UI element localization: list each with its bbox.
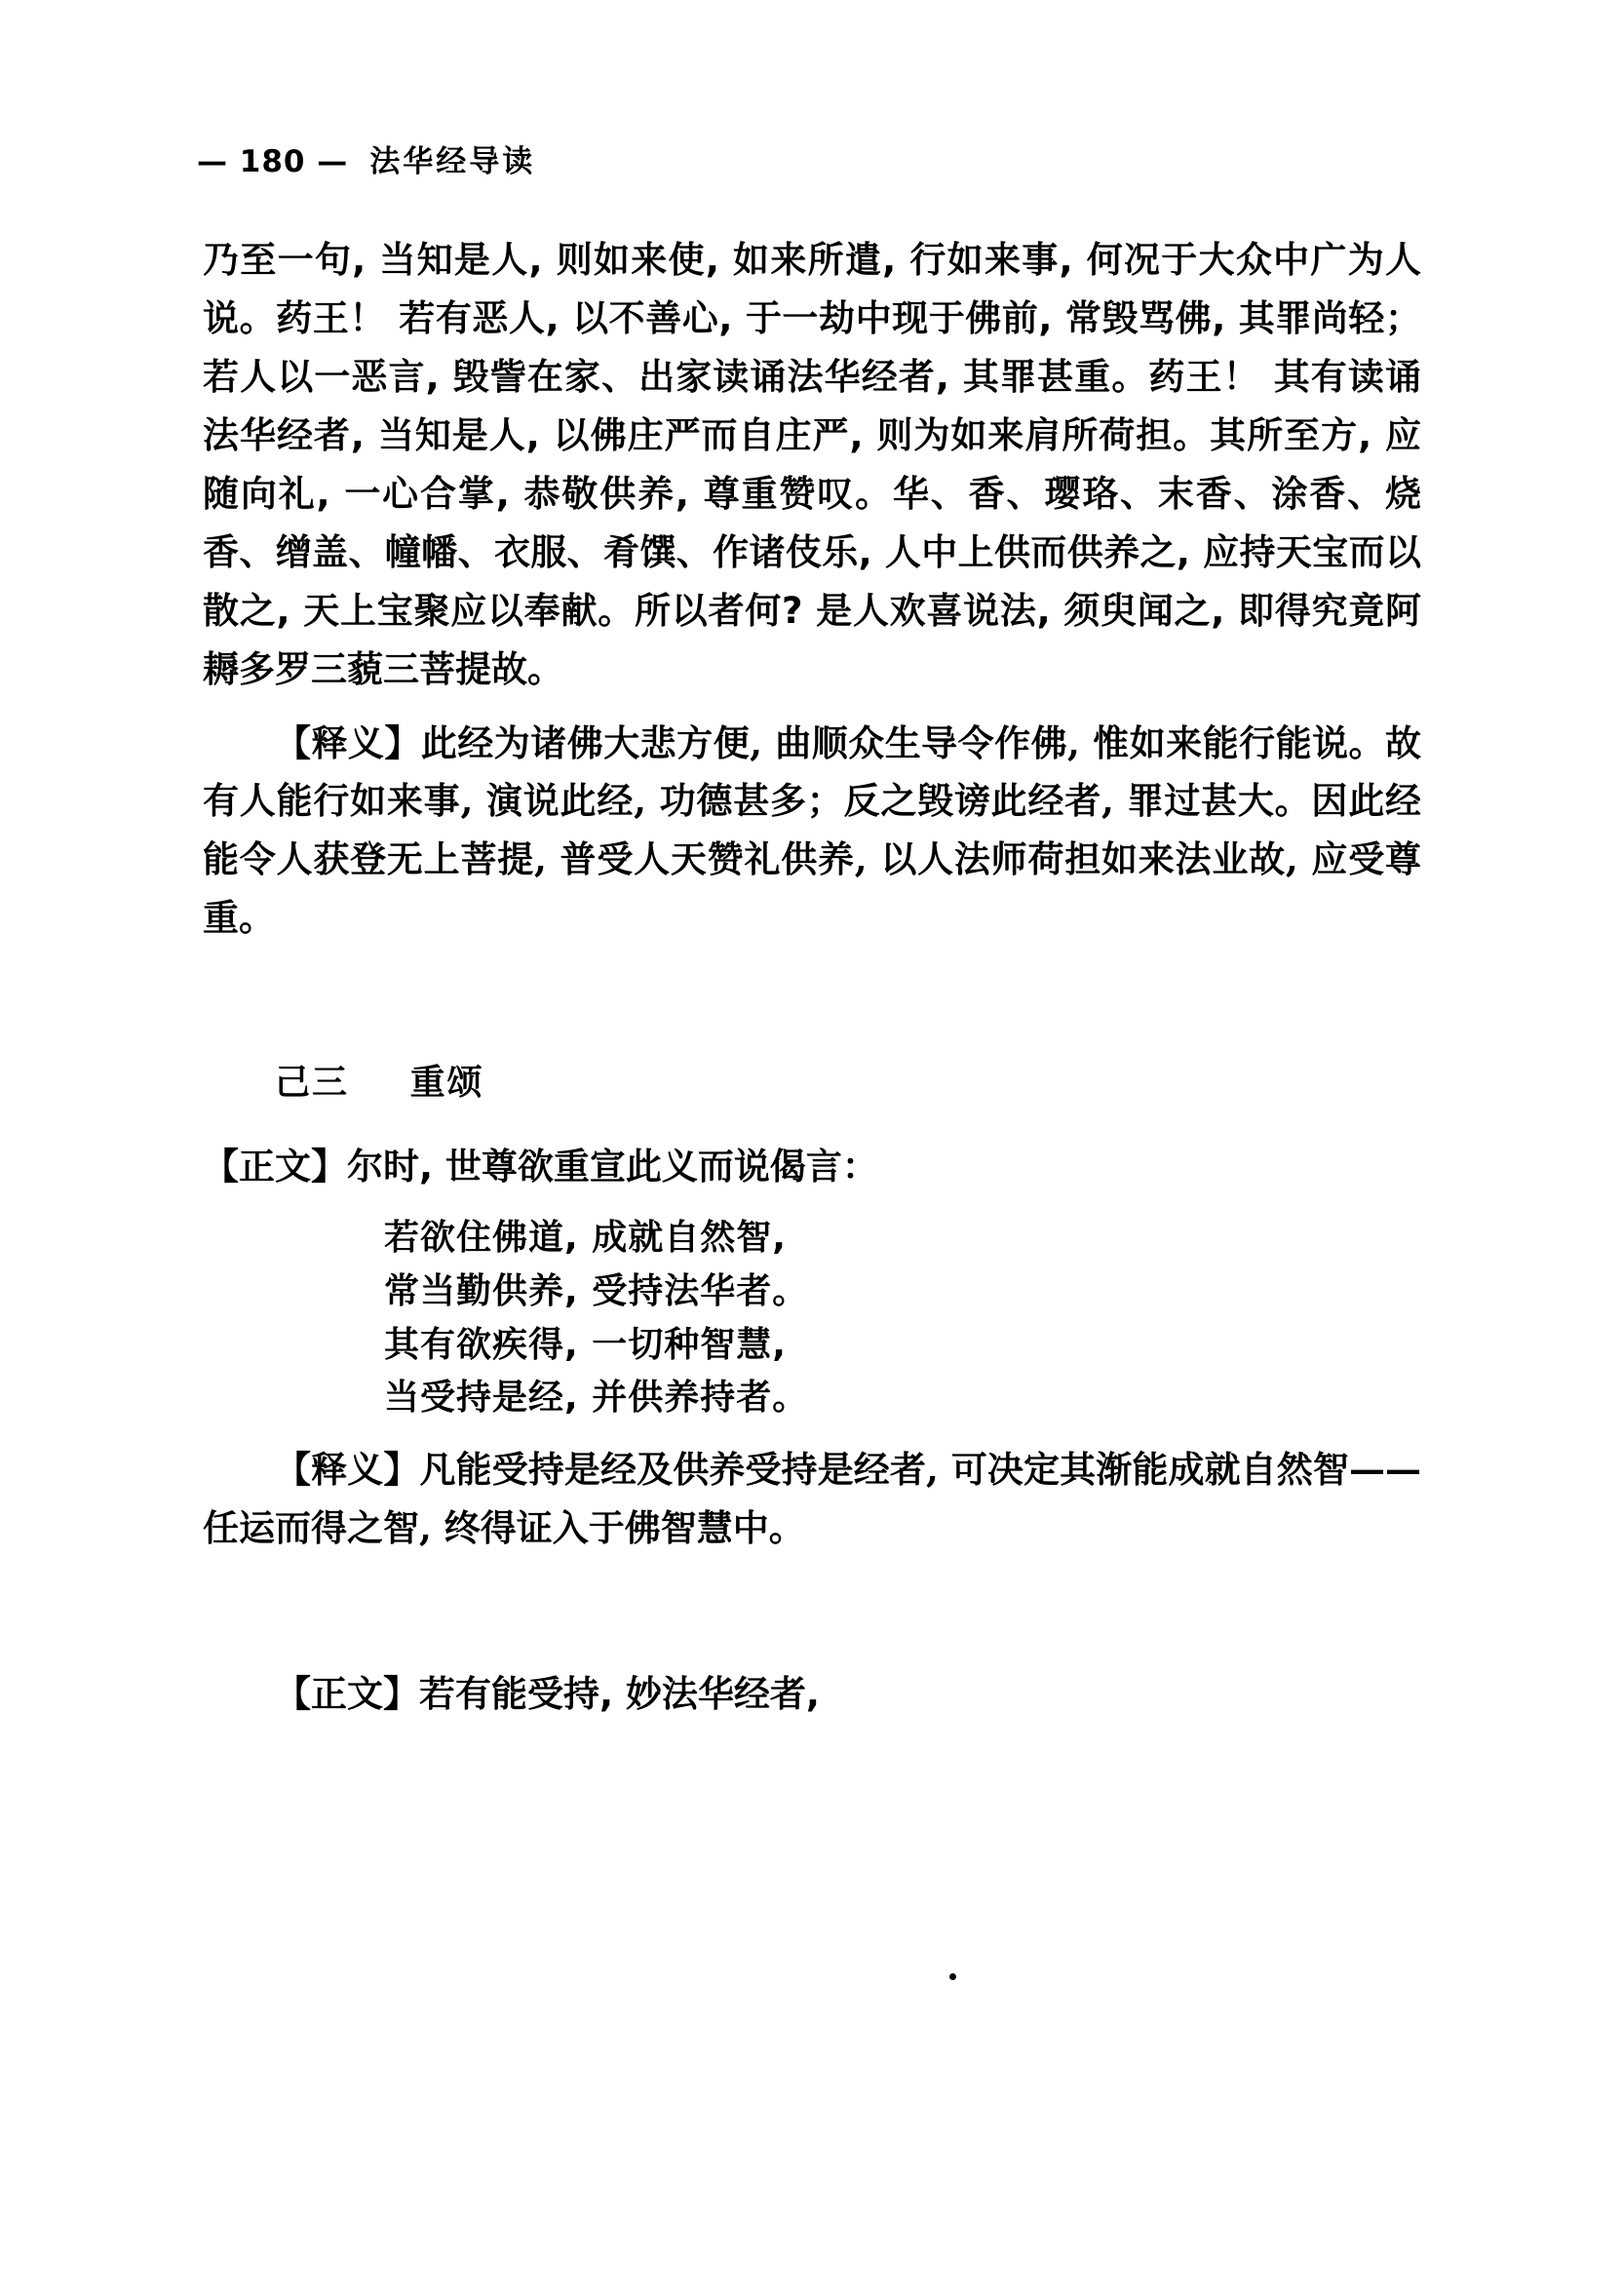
spacer (203, 1425, 1421, 1441)
page-content (197, 136, 1422, 1724)
spacer (203, 1558, 1421, 1665)
sutra-text: 若有能受持, 妙法华经者, (419, 1672, 820, 1715)
commentary-label: 【释义】 (275, 1448, 420, 1492)
verse-line: 当受持是经, 并供养持者。 (384, 1378, 809, 1419)
section-title: 重颂 (409, 1063, 484, 1104)
spacer (203, 948, 1421, 1055)
ink-dot (949, 1973, 956, 1980)
spacer (203, 1196, 1421, 1212)
section-heading (275, 1055, 1421, 1105)
section-label: 己三 (275, 1063, 350, 1104)
sutra-label: 【正文】 (203, 1146, 347, 1188)
sutra-paragraph-3 (203, 1665, 1421, 1724)
commentary-label: 【释义】 (275, 720, 421, 764)
verse-line: 常当勤供养, 受持法华者。 (384, 1270, 809, 1311)
commentary-paragraph-1 (203, 715, 1421, 949)
commentary-text: 凡能受持是经及供养受持是经者, 可决定其渐能成就自然智——任运而得之智, 终得证入于佛智慧中。 (203, 1448, 1422, 1549)
verse-line: 其有欲疾得, 一切种智慧, (384, 1324, 787, 1365)
sutra-paragraph-1: 乃至一句, 当知是人, 则如来使, 如来所遣, 行如来事, 何况于大众中广为人说。药王！ 若有恶人, 以不善心, 于一劫中现于佛前, 常毁骂佛, 其罪尚轻；若人以一恶言, 毁訾在家、出家读诵法华经者, 其罪甚重。药王！ 其有读诵法华经者, 当知是人, 以佛庄严而自庄严, 则为如来肩所荷担。其所至方, 应随向礼, 一心合掌, 恭敬供养, 尊重赞叹。华、香、璎珞、末香、涂香、烧香、缯盖、幢幡、衣服、肴馔、作诸伎乐, 人中上供而供养之, 应持天宝而以散之, 天上宝聚应以奉献。所以者何? 是人欢喜说法, 须臾闻之, 即得究竟阿耨多罗三藐三菩提故。 (203, 239, 1421, 690)
page-number: — 180 — (197, 144, 349, 179)
commentary-paragraph-2 (203, 1441, 1421, 1558)
spacer (203, 699, 1421, 715)
sutra-paragraph-2 (203, 1138, 1421, 1196)
commentary-text: 此经为诸佛大悲方便, 曲顺众生导令作佛, 惟如来能行能说。故有人能行如来事, 演说此经, 功德甚多；反之毁谤此经者, 罪过甚大。因此经能令人获登无上菩提, 普受人天赞礼供养, 以人法师荷担如来法业故, 应受尊重。 (203, 720, 1422, 940)
verse-line: 若欲住佛道, 成就自然智, (384, 1218, 787, 1259)
sutra-text: 尔时, 世尊欲重宣此义而说偈言： (347, 1146, 878, 1188)
book-title: 法华经导读 (369, 144, 536, 179)
page-header (197, 136, 1421, 180)
sutra-label: 【正文】 (275, 1672, 419, 1715)
